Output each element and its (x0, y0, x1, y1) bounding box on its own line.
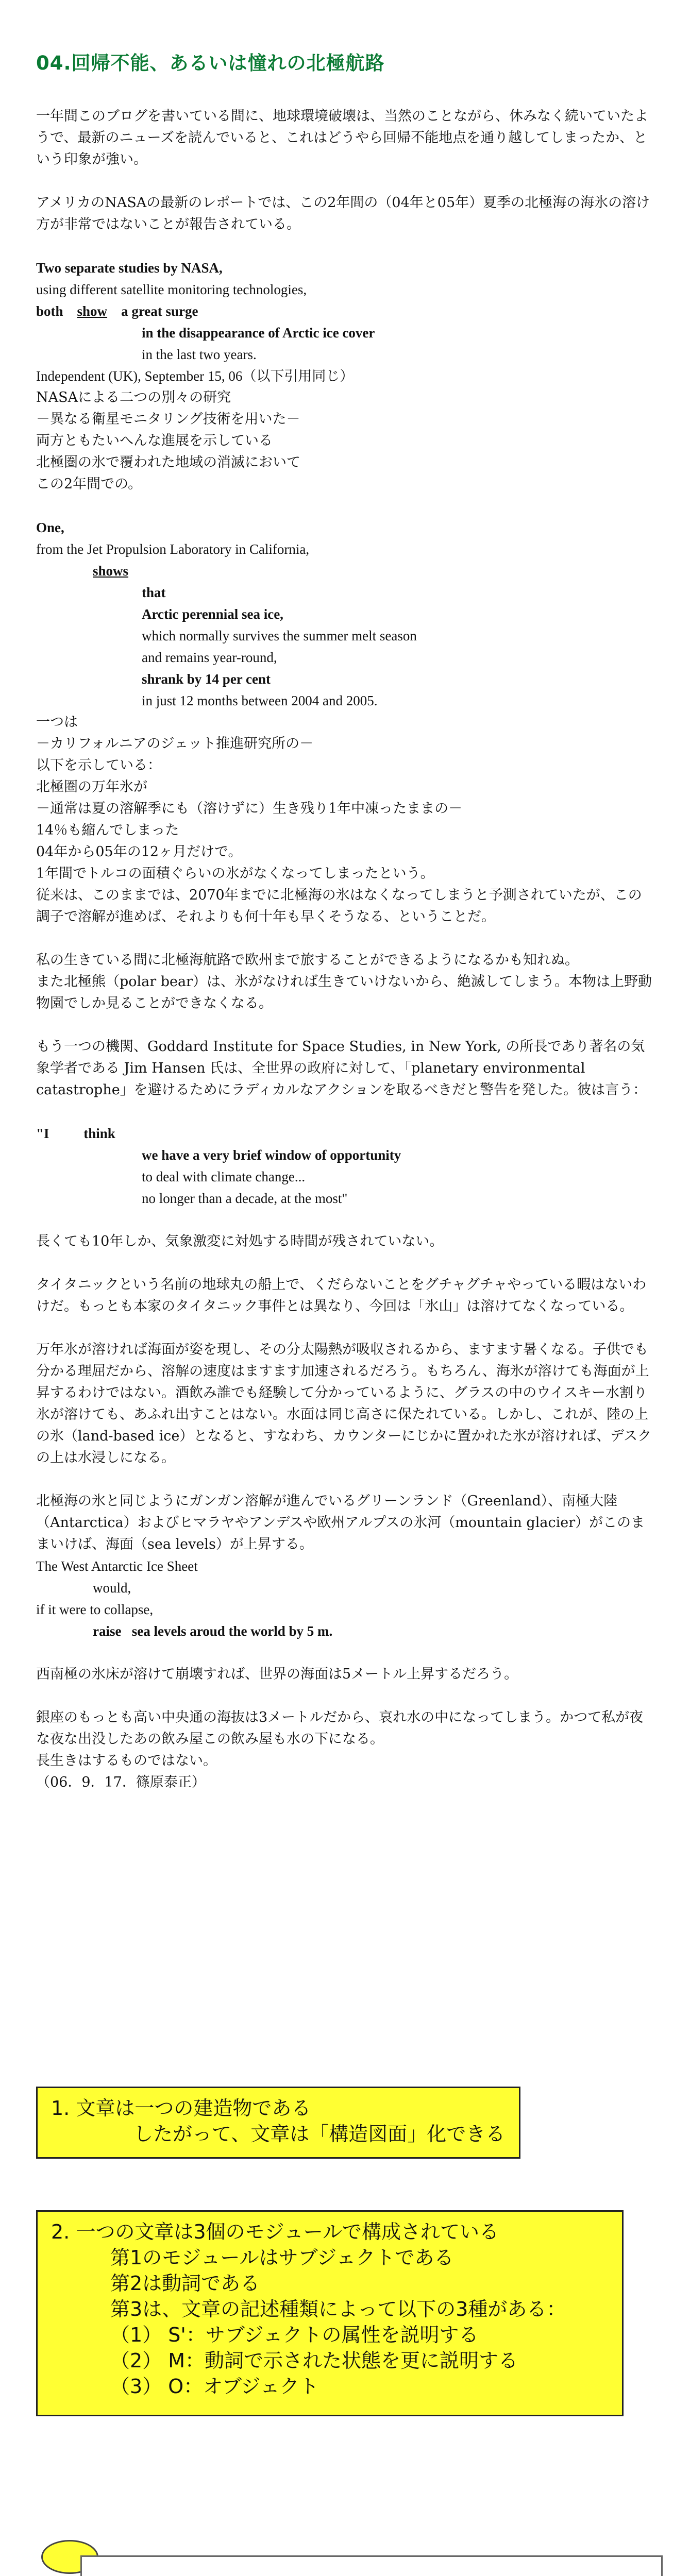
quote1-source: Independent (UK), September 15, 06（以下引用同じ） (36, 368, 354, 384)
quote1-ja-3: 両方ともたいへんな進展を示している (36, 433, 273, 449)
quote2-ja-7: 04年から05年の12ヶ月だけで。 (36, 844, 242, 860)
article-body (36, 106, 654, 1793)
paragraph-west-antarctic: 西南極の氷床が溶けて崩壊すれば、世界の海面は5メートル上昇するだろう。 (36, 1666, 518, 1682)
principle-2-line-1: 2. 一つの文章は3個のモジュールで構成されている (51, 2221, 499, 2243)
paragraph-titanic: タイタニックという名前の地球丸の船上で、くだらないことをグチャグチャやっている暇はないわけだ。もっとも本家のタイタニック事件とは異なり、今回は「氷山」は溶けてなくなっている。 (36, 1277, 647, 1314)
quote1-ja-4: 北極圏の氷で覆われた地域の消滅において (36, 454, 300, 470)
quote1-ja-2: －異なる衛星モニタリング技術を用いた－ (36, 411, 300, 427)
paragraph-2070: 従来は、このままでは、2070年までに北極海の氷はなくなってしまうと予測されていたが、この調子で溶解が進めば、それよりも何十年も早くそうなる、ということだ。 (36, 887, 642, 925)
paragraph-long-life: 長生きはするものではない。 (36, 1753, 217, 1769)
principle-1-line-1: 1. 文章は一つの建造物である (51, 2097, 311, 2120)
quote1-show: show (77, 303, 108, 319)
principle-2-line-6: （2） M：動詞で示された状態を更に説明する (110, 2349, 518, 2372)
paragraph-ginza: 銀座のもっとも高い中央通の海抜は3メートルだから、哀れ水の中になってしまう。かつて私が夜な夜な出没したあの飲み屋この飲み屋も水の下になる。 (36, 1709, 644, 1747)
quote2-line-8: shrank by 14 per cent (142, 671, 271, 687)
paragraph-ten-years: 長くても10年しか、気象激変に対処する時間が残されていない。 (36, 1233, 444, 1249)
quote1-line-5: in the last two years. (142, 347, 257, 362)
illustration-panel (80, 2555, 663, 2576)
quote3-line-4: no longer than a decade, at the most" (142, 1191, 348, 1206)
quote3-think: think (83, 1126, 115, 1141)
quote3-line-3: to deal with climate change... (142, 1169, 306, 1184)
quote2-line-9: in just 12 months between 2004 and 2005. (142, 693, 378, 708)
article-title: 04.回帰不能、あるいは憧れの北極航路 (36, 52, 385, 74)
quote4-line-1: The West Antarctic Ice Sheet (36, 1558, 198, 1574)
quote1-ja-5: この2年間での。 (36, 476, 142, 492)
quote4-line-4 (36, 1620, 654, 1642)
quote4-rest: sea levels aroud the world by 5 m. (131, 1623, 333, 1639)
paragraph-polar-bear: また北極熊（polar bear）は、氷がなければ生きていけないから、絶滅してしまう。本物は上野動物園でしか見ることができなくなる。 (36, 974, 652, 1011)
quote2-line-3: shows (93, 563, 129, 579)
paragraph-melting: 万年氷が溶ければ海面が姿を現し、その分太陽熱が吸収されるから、ますます暑くなる。子供でも分かる理屈だから、溶解の速度はますます加速されるだろう。もちろん、海氷が溶けても海面が上昇するわけではない。酒飲み誰でも経験して分かっているように、グラスの中のウイスキー水割り氷が溶けても、あふれ出すことはない。水面は同じ高さに保たれている。しかし、これが、陸の上の氷（land-based ice）となると、すなわち、カウンターにじかに置かれた氷が溶ければ、デスクの上は水浸しになる。 (36, 1342, 652, 1466)
principle-box-1 (36, 2087, 520, 2159)
principle-1-line-2: したがって、文章は「構造図面」化できる (133, 2123, 506, 2145)
intro-paragraph-1: 一年間このブログを書いている間に、地球環境破壊は、当然のことながら、休みなく続いていたようで、最新のニューズを読んでいると、これはどうやら回帰不能地点を通り越してしまったか、という印象が強い。 (36, 108, 648, 167)
quote2-ja-6: 14％も縮んでしまった (36, 822, 179, 838)
quote2-ja-5: －通常は夏の溶解季にも（溶けずに）生き残り1年中凍ったままの－ (36, 801, 463, 817)
signature-date: （06．9．17．篠原泰正） (36, 1774, 206, 1790)
quote2-line-6: which normally survives the summer melt season (142, 628, 417, 643)
quote2-ja-1: 一つは (36, 714, 78, 730)
quote2-line-1: One, (36, 520, 64, 535)
quote1-both: both (36, 303, 63, 319)
quote4-line-3: if it were to collapse, (36, 1602, 154, 1617)
paragraph-turkey: 1年間でトルコの面積ぐらいの氷がなくなってしまったという。 (36, 866, 434, 882)
quote1-ja-1: NASAによる二つの別々の研究 (36, 389, 231, 405)
quote3-line-2: we have a very brief window of opportunity (142, 1147, 401, 1163)
principle-2-line-2: 第1のモジュールはサブジェクトである (110, 2246, 454, 2269)
quote3-line-1 (36, 1123, 654, 1144)
quote2-ja-3: 以下を示している： (36, 757, 161, 773)
quote2-ja-2: －カリフォルニアのジェット推進研究所の－ (36, 736, 314, 752)
principle-2-line-4: 第3は、文章の記述種類によって以下の3種がある： (110, 2298, 566, 2320)
principle-2-line-7: （3） O：オブジェクト (110, 2375, 319, 2398)
quote4-raise: raise (93, 1623, 122, 1639)
quote1-surge: a great surge (121, 303, 198, 319)
quote2-line-4: that (142, 585, 166, 600)
paragraph-hansen: もう一つの機関、Goddard Institute for Space Studies, in New York, の所長であり著名の気象学者である Jim Hansen 氏は、全世界の政府に対して、「planetary environmental catastrophe」を避けるためにラディカルなアクションを取るべきだと警告を発した。彼は言う： (36, 1039, 647, 1098)
quote2-ja-4: 北極圏の万年氷が (36, 779, 147, 795)
quote2-line-7: and remains year-round, (142, 650, 277, 665)
quote1-line-1: Two separate studies by NASA, (36, 260, 223, 276)
principle-box-2 (36, 2210, 624, 2416)
paragraph-arctic-route: 私の生きている間に北極海航路で欧州まで旅することができるようになるかも知れぬ。 (36, 952, 579, 968)
quote1-line-2: using different satellite monitoring technologies, (36, 282, 307, 297)
paragraph-greenland: 北極海の氷と同じようにガンガン溶解が進んでいるグリーンランド（Greenland）、南極大陸（Antarctica）およびヒマラヤやアンデスや欧州アルプスの氷河（mountain glacier）がこのままいけば、海面（sea levels）が上昇する。 (36, 1493, 645, 1552)
principle-2-line-3: 第2は動詞である (110, 2272, 260, 2295)
quote4-line-2: would, (93, 1580, 131, 1596)
quote2-line-2: from the Jet Propulsion Laboratory in California, (36, 541, 310, 557)
quote1-line-4: in the disappearance of Arctic ice cover (142, 325, 375, 341)
quote3-i: "I (36, 1126, 49, 1141)
intro-paragraph-2: アメリカのNASAの最新のレポートでは、この2年間の（04年と05年）夏季の北極海の海氷の溶け方が非常ではないことが報告されている。 (36, 195, 650, 232)
quote1-line-3 (36, 300, 654, 322)
quote2-line-5: Arctic perennial sea ice, (142, 606, 283, 622)
principle-2-line-5: （1） S'：サブジェクトの属性を説明する (110, 2324, 479, 2346)
